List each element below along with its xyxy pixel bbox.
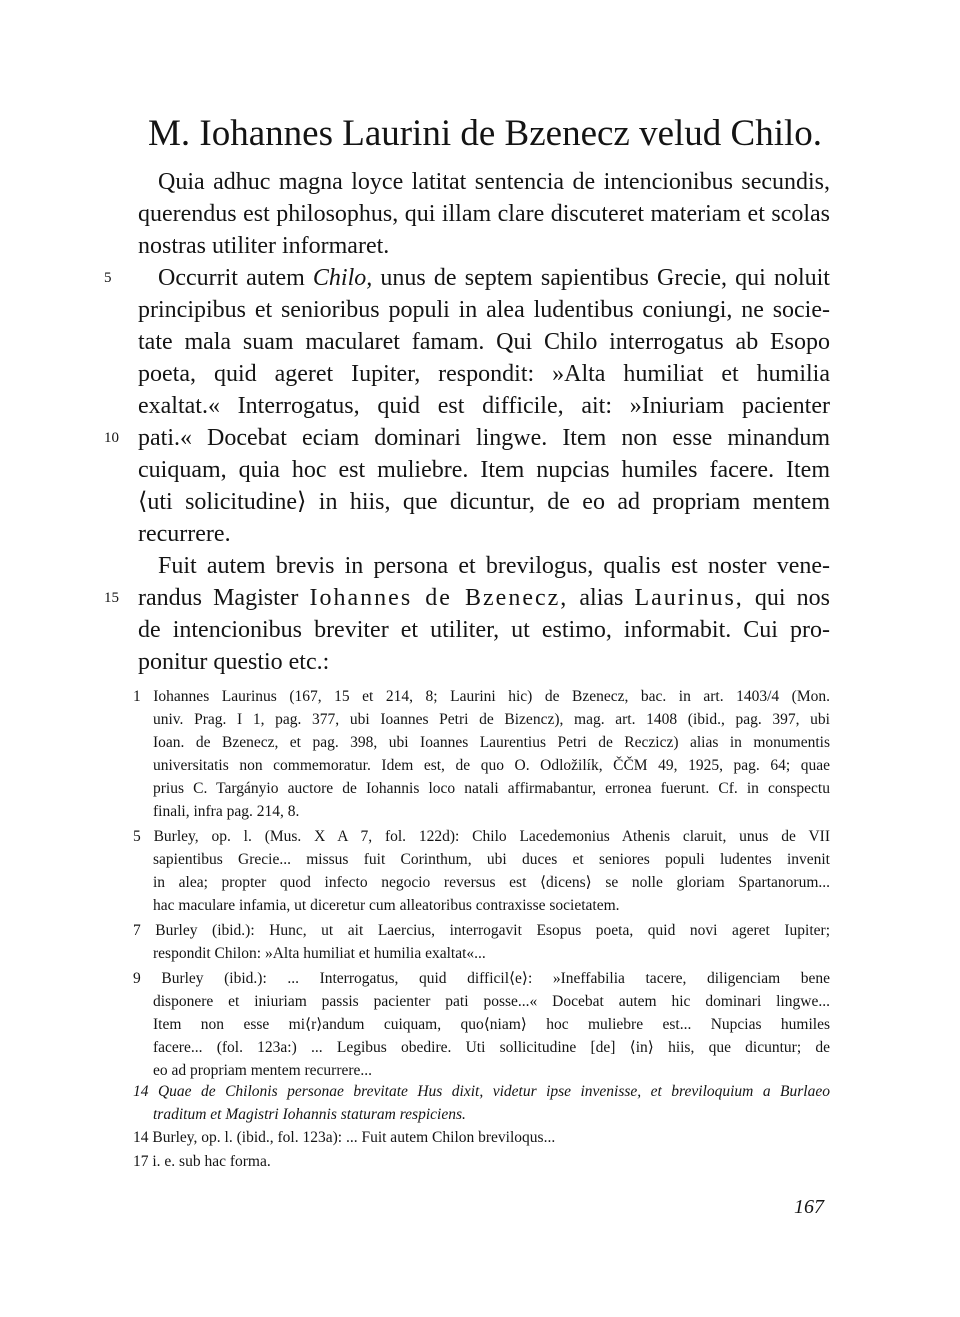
text-line-3: nostras utiliter informaret.: [138, 233, 390, 259]
line-number-15: 15: [104, 590, 119, 606]
footnote-1-line: universitatis non commemoratur. Idem est, de quo O. Odložilík, ČČM 49, 1925, pag. 64; quae: [153, 757, 830, 774]
footnote-7-line: 7 Burley (ibid.): Hunc, ut ait Laercius, interrogavit Esopus poeta, quid novi ageret Iupiter;: [133, 922, 830, 939]
footnote-14b-line: 14 Burley, op. l. (ibid., fol. 123a): ... Fuit autem Chilon breviloqus...: [133, 1129, 556, 1146]
text-segment: alias: [568, 585, 635, 611]
line-number-10: 10: [104, 430, 119, 446]
text-line-5: principibus et senioribus populi in alea ludentibus coniungi, ne socie-: [138, 297, 830, 323]
footnote-14-line: 14 Quae de Chilonis personae brevitate Hus dixit, videtur ipse invenisse, et breviloquium a Burlaeo: [133, 1083, 830, 1100]
footnote-9-line: disponere et iniuriam passis pacienter pati posse...« Docebat autem hic dominari lingwe...: [153, 993, 830, 1010]
text-line-4: [158, 262, 830, 294]
line-number-5: 5: [104, 270, 112, 286]
footnote-1-line: finali, infra pag. 214, 8.: [153, 803, 300, 820]
footnote-7-line: respondit Chilon: »Alta humiliat et humilia exaltat«...: [153, 945, 486, 962]
footnote-1-line: 1 Iohannes Laurinus (167, 15 et 214, 8; Laurini hic) de Bzenecz, bac. in art. 1403/4 (Mon.: [133, 688, 830, 705]
name-spaced: Laurinus,: [634, 585, 744, 611]
text-line-1: Quia adhuc magna loyce latitat sentencia de intencionibus secundis,: [158, 169, 830, 195]
text-line-16: ponitur questio etc.:: [138, 649, 330, 675]
footnote-9-line: eo ad propriam mentem recurrere...: [153, 1062, 373, 1079]
footnote-17-line: 17 i. e. sub hac forma.: [133, 1153, 271, 1170]
footnote-5-line: hac maculare infamia, ut diceretur cum alleatoribus contraxisse societatem.: [153, 897, 620, 914]
name-chilo: Chilo,: [312, 265, 373, 291]
footnote-9-line: Item non esse mi⟨r⟩andum cuiquam, quo⟨niam⟩ hoc muliebre est... Nupcias humiles: [153, 1016, 830, 1033]
footnote-5-line: 5 Burley, op. l. (Mus. X A 7, fol. 122d): Chilo Lacedemonius Athenis claruit, unus de VII: [133, 828, 830, 845]
text-line-15: de intencionibus breviter et utiliter, ut estimo, informabit. Cui pro-: [138, 617, 830, 643]
footnote-14-line: traditum et Magistri Iohannis staturam respiciens.: [153, 1106, 466, 1123]
text-segment: randus Magister: [138, 585, 310, 611]
footnote-5-line: sapientibus Grecie... missus fuit Corinthum, ubi duces et seniores populi ludentes invenit: [153, 851, 830, 868]
text-line-9: pati.« Docebat eciam dominari lingwe. Item non esse minandum: [138, 425, 830, 451]
text-line-11: ⟨uti solicitudine⟩ in hiis, que dicuntur, de eo ad propriam mentem: [138, 489, 830, 515]
text-line-8: exaltat.« Interrogatus, quid est difficile, ait: »Iniuriam pacienter: [138, 393, 830, 419]
footnote-9-line: facere... (fol. 123a:) ... Legibus obedire. Uti sollicitudine [de] ⟨in⟩ hiis, que dicuntur; de: [153, 1039, 830, 1056]
text-line-10: cuiquam, quia hoc est muliebre. Item nupcias humiles facere. Item: [138, 457, 830, 483]
text-line-14: [138, 582, 830, 614]
text-segment: unus de septem sapientibus Grecie, qui noluit: [372, 265, 830, 291]
footnote-1-line: Ioan. de Bzenecz, et pag. 398, ubi Ioannes Laurentius Petri de Reczicz) alias in monumentis: [153, 734, 830, 751]
footnote-5-line: in alea; propter quod infecto negocio reversus est ⟨dicens⟩ se nolle gloriam Spartanorum...: [153, 874, 830, 891]
text-line-7: poeta, quid ageret Iupiter, respondit: »Alta humiliat et humilia: [138, 361, 830, 387]
text-segment: Occurrit autem: [158, 265, 313, 291]
footnote-1-line: prius C. Targányio auctore de Iohannis loco natali affirmabantur, erronea fuerunt. Cf. in conspectu: [153, 780, 830, 797]
page-number: 167: [794, 1196, 824, 1218]
page-title: M. Iohannes Laurini de Bzenecz velud Chilo.: [148, 113, 823, 154]
text-line-13: Fuit autem brevis in persona et brevilogus, qualis est noster vene-: [158, 553, 830, 579]
text-segment: qui nos: [743, 585, 830, 611]
text-line-2: querendus est philosophus, qui illam clare discuteret materiam et scolas: [138, 201, 830, 227]
text-line-6: tate mala suam macularet famam. Qui Chilo interrogatus ab Esopo: [138, 329, 830, 355]
footnote-1-line: univ. Prag. I 1, pag. 377, ubi Ioannes Petri de Bizencz), mag. art. 1408 (ibid., pag. 397, ubi: [153, 711, 830, 728]
text-line-12: recurrere.: [138, 521, 231, 547]
name-spaced: Iohannes de Bzenecz,: [309, 585, 569, 611]
footnote-9-line: 9 Burley (ibid.): ... Interrogatus, quid difficil⟨e⟩: »Ineffabilia tacere, diligenciam bene: [133, 970, 830, 987]
